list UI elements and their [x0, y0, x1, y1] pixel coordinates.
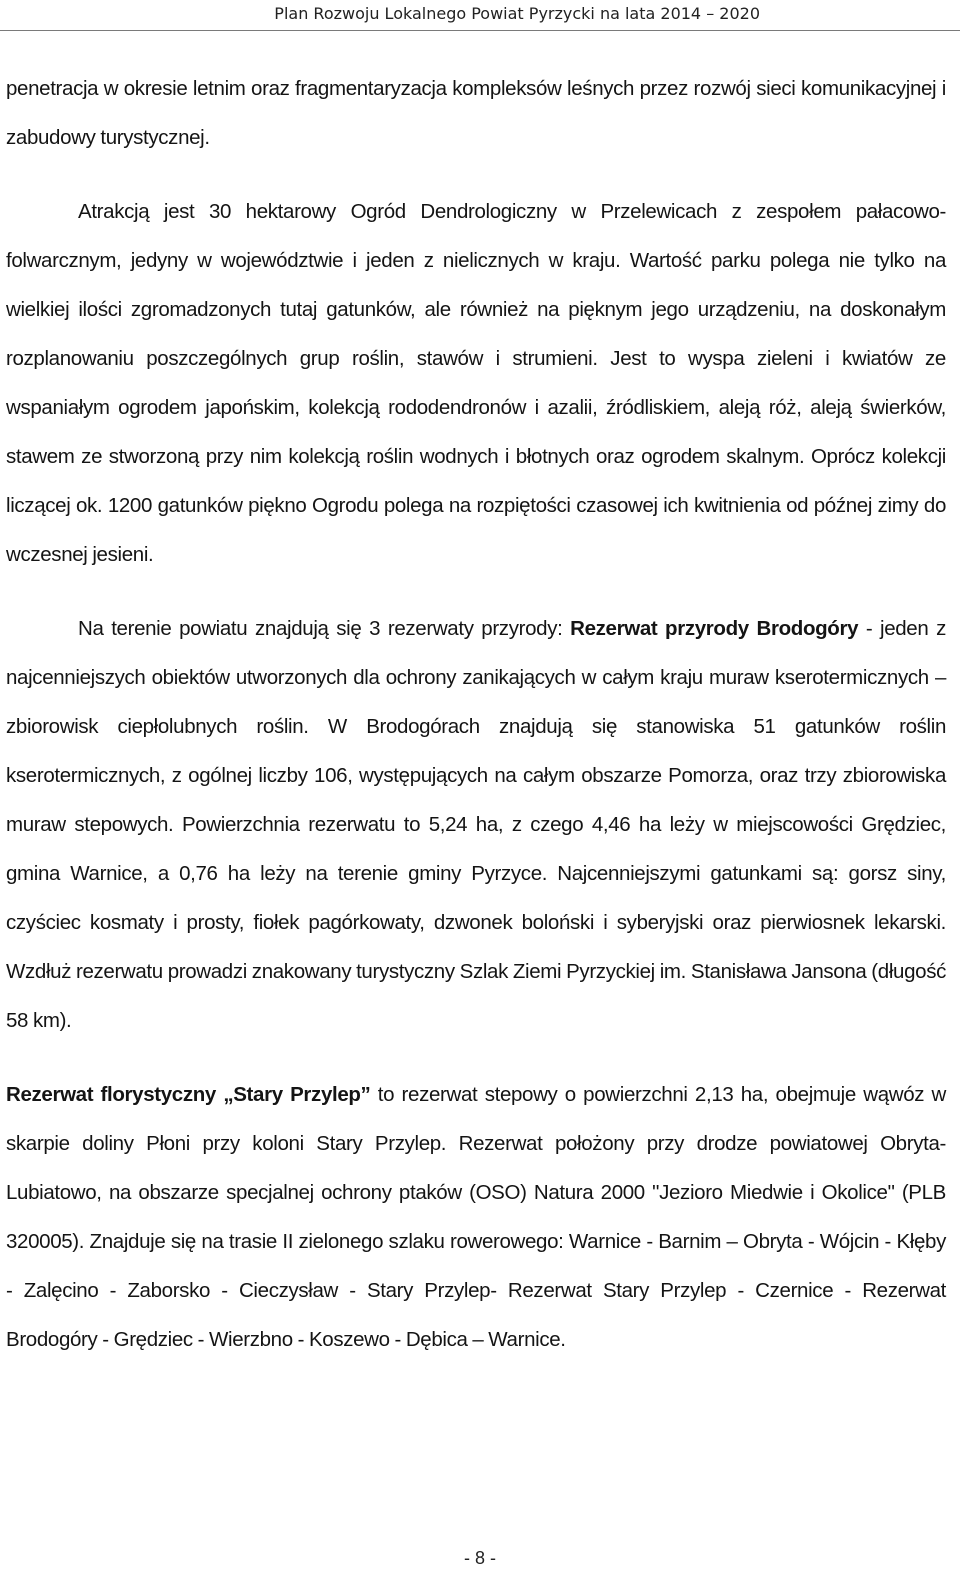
stary-przylep-reserve-description: to rezerwat stepowy o powierzchni 2,13 ha, obejmuje wąwóz w skarpie doliny Płoni przy koloni Stary Przylep. Rezerwat położony przy drodze powiatowej Obryta-Lubiatowo, na obszarze specjalnej ochrony ptaków (OSO) Natura 2000 "Jezioro Miedwie i Okolice" (PLB 320005). Znajduje się na trasie II zielonego szlaku rowerowego: Warnice - Barnim – Obryta - Wójcin - Kłęby - Zalęcino - Zaborsko - Cieczysław - Stary Przylep- Rezerwat Stary Przylep - Czernice - Rezerwat Brodogóry - Grędziec - Wierzbno - Koszewo - Dębica – Warnice.	[6, 1083, 946, 1351]
page-number: - 8 -	[463, 1548, 496, 1568]
stary-przylep-reserve-name: Rezerwat florystyczny „Stary Przylep”	[6, 1083, 371, 1106]
paragraph-stary-przylep-reserve	[6, 1070, 946, 1364]
brodogory-reserve-description: - jeden z najcenniejszych obiektów utworzonych dla ochrony zanikających w całym kraju muraw kserotermicznych – zbiorowisk ciepłolubnych roślin. W Brodogórach znajdują się stanowiska 51 gatunków roślin kserotermicznych, z ogólnej liczby 106, występujących na całym obszarze Pomorza, oraz trzy zbiorowiska muraw stepowych. Powierzchnia rezerwatu to 5,24 ha, z czego 4,46 ha leży w miejscowości Grędziec, gmina Warnice, a 0,76 ha leży na terenie gminy Pyrzyce. Najcenniejszymi gatunkami są: gorsz siny, czyściec kosmaty i prosty, fiołek pagórkowaty, dzwonek boloński i syberyjski oraz pierwiosnek lekarski. Wzdłuż rezerwatu prowadzi znakowany turystyczny Szlak Ziemi Pyrzyckiej im. Stanisława Jansona (długość 58 km).	[6, 617, 947, 1032]
paragraph-brodogory-reserve	[6, 604, 946, 1045]
page-header	[0, 0, 960, 31]
brodogory-reserve-name: Rezerwat przyrody Brodogóry	[570, 617, 859, 640]
paragraph-dendrological-garden: Atrakcją jest 30 hektarowy Ogród Dendrologiczny w Przelewicach z zespołem pałacowo-folwarcznym, jedyny w województwie i jeden z nielicznych w kraju. Wartość parku polega nie tylko na wielkiej ilości zgromadzonych tutaj gatunków, ale również na pięknym jego urządzeniu, na doskonałym rozplanowaniu poszczególnych grup roślin, stawów i strumieni. Jest to wyspa zieleni i kwiatów ze wspaniałym ogrodem japońskim, kolekcją rododendronów i azalii, źródliskiem, aleją róż, aleją świerków, stawem ze stworzoną przy nim kolekcją roślin wodnych i błotnych oraz ogrodem skalnym. Oprócz kolekcji liczącej ok. 1200 gatunków piękno Ogrodu polega na rozpiętości czasowej ich kwitnienia od późnej zimy do wczesnej jesieni.	[6, 200, 946, 566]
paragraph-forest-pressures: penetracja w okresie letnim oraz fragmentaryzacja kompleksów leśnych przez rozwój sieci komunikacyjnej i zabudowy turystycznej.	[6, 77, 946, 149]
document-title: Plan Rozwoju Lokalnego Powiat Pyrzycki na lata 2014 – 2020	[274, 4, 760, 23]
reserves-intro-text: Na terenie powiatu znajdują się 3 rezerwaty przyrody:	[78, 617, 571, 640]
document-body	[6, 64, 946, 1364]
